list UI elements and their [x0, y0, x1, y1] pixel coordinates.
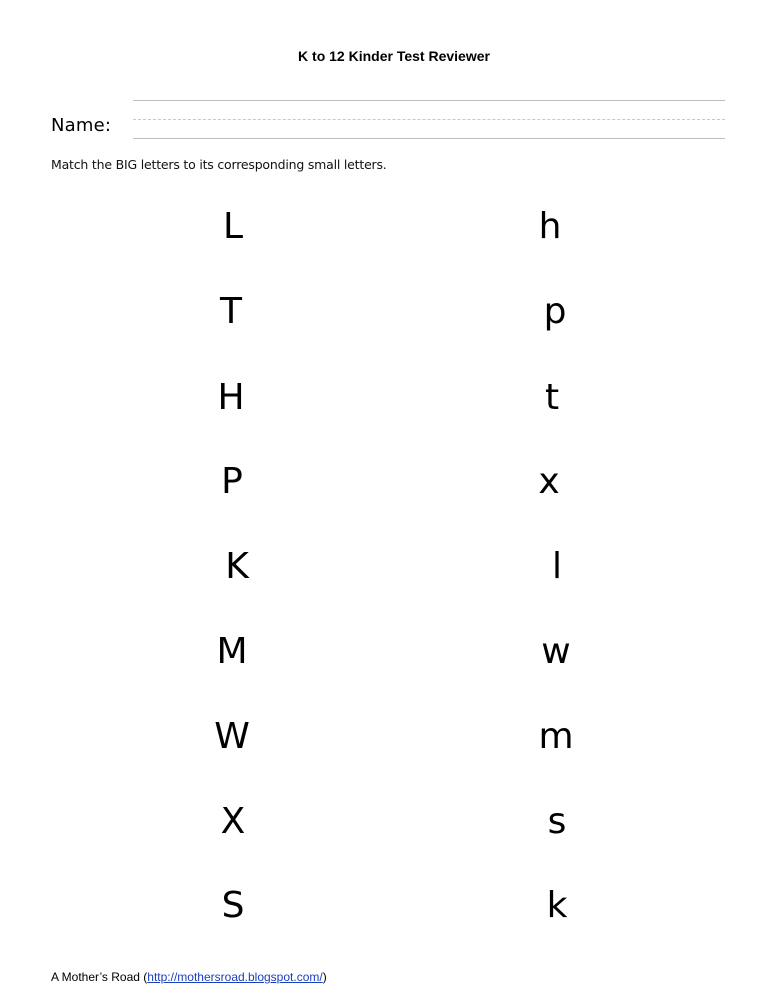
big-letter: K [225, 546, 249, 587]
small-letter: h [538, 206, 562, 247]
small-letter: m [538, 716, 574, 757]
big-letter: T [220, 291, 242, 332]
small-letter: k [546, 885, 568, 926]
name-line-middle-dashed [133, 119, 725, 120]
big-letter: P [221, 461, 243, 502]
big-letter: W [214, 716, 250, 757]
big-letter: H [217, 377, 245, 418]
big-letter: M [216, 631, 248, 672]
small-letter: x [538, 461, 560, 502]
footer-link[interactable]: http://mothersroad.blogspot.com/ [147, 970, 323, 984]
small-letter: p [543, 291, 567, 332]
footer-prefix: A Mother’s Road ( [51, 970, 148, 984]
big-letter: L [222, 206, 244, 247]
small-letter: s [547, 801, 567, 842]
small-letter: w [541, 631, 571, 672]
name-line-bottom [133, 138, 725, 139]
instruction-text: Match the BIG letters to its corresponding small letters. [51, 157, 387, 172]
name-label: Name: [51, 115, 112, 136]
small-letter: t [544, 377, 560, 418]
page-title: K to 12 Kinder Test Reviewer [298, 48, 490, 64]
footer-suffix: ) [322, 970, 327, 984]
small-letter: l [551, 546, 562, 587]
big-letter: S [221, 885, 245, 926]
name-line-top [133, 100, 725, 101]
big-letter: X [220, 801, 246, 842]
footer-credit [51, 970, 327, 984]
